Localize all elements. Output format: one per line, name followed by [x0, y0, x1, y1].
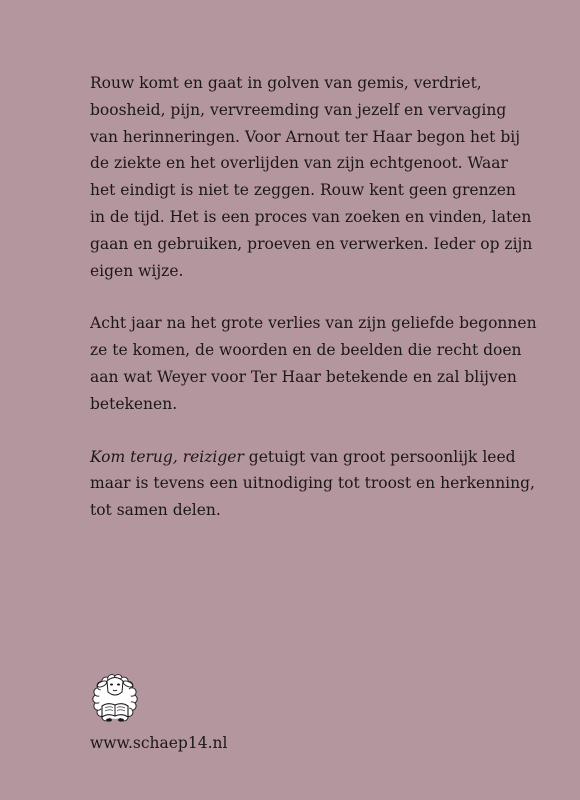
text-line: ze te komen, de woorden en de beelden die recht doen — [90, 341, 522, 360]
publisher-url[interactable]: www.schaep14.nl — [90, 734, 228, 752]
text-line: in de tijd. Het is een proces van zoeken en vinden, laten — [90, 207, 532, 226]
text-line: aan wat Weyer voor Ter Haar betekende en zal blijven — [90, 367, 517, 386]
text-line: eigen wijze. — [90, 261, 184, 280]
text-line: betekenen. — [90, 394, 178, 413]
text-line: van herinneringen. Voor Arnout ter Haar begon het bij — [90, 127, 521, 146]
text-line: maar is tevens een uitnodiging tot troost en herkenning, — [90, 474, 535, 493]
text-line — [90, 444, 516, 471]
book-title: Kom terug, reiziger — [90, 447, 244, 466]
blurb-paragraph-3 — [90, 444, 535, 524]
text-line: Rouw komt en gaat in golven van gemis, verdriet, — [90, 74, 482, 92]
text-line: de ziekte en het overlijden van zijn echtgenoot. Waar — [90, 154, 508, 173]
blurb-paragraph-2 — [90, 310, 537, 417]
text-line: boosheid, pijn, vervreemding van jezelf en vervaging — [90, 100, 507, 119]
text-line: Acht jaar na het grote verlies van zijn geliefde begonnen — [90, 314, 537, 333]
sheep-reading-book-icon — [90, 664, 140, 724]
blurb — [90, 70, 537, 550]
text-line: het eindigt is niet te zeggen. Rouw kent geen grenzen — [90, 181, 516, 200]
text-fragment: getuigt van groot persoonlijk leed — [243, 447, 516, 466]
text-line: gaan en gebruiken, proeven en verwerken. Ieder op zijn — [90, 234, 533, 253]
text-line: tot samen delen. — [90, 501, 221, 520]
blurb-paragraph-1 — [90, 70, 533, 284]
